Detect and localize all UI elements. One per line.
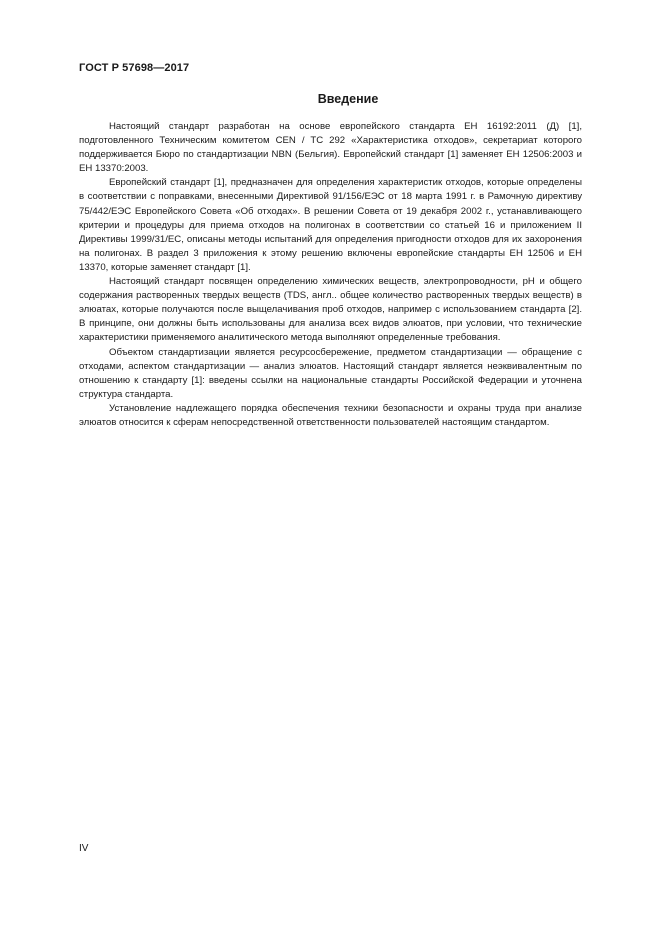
paragraph-5: Установление надлежащего порядка обеспечения техники безопасности и охраны труда при анализе элюатов относится к сферам непосредственной ответственности пользователей настоящим стандартом. [79,402,582,428]
paragraph-2: Европейский стандарт [1], предназначен для определения характеристик отходов, которые определены в соответствии с поправками, внесенными Директивой 91/156/ЕЭС от 18 марта 1991 г. в Рамочную директиву 75/442/ЕЭС Европейского Совета «Об отходах». В решении Совета от 19 декабря 2002 г., устанавливающего критерии и процедуры для приема отходов на полигонах в соответствии со статьей 16 и приложением II Директивы 1999/31/ЕС, описаны методы испытаний для определения пригодности отходов для их захоронения на полигонах. В раздел 3 приложения к этому решению включены европейские стандарты ЕН 12506 и ЕН 13370, которые заменяет стандарт [1]. [79,177,582,273]
page-number: IV [79,843,89,854]
document-header-code: ГОСТ Р 57698—2017 [79,62,190,74]
paragraph-3: Настоящий стандарт посвящен определению химических веществ, электропроводности, pH и общего содержания растворенных твердых веществ (TDS, англ.. общее количество растворенных твердых веществ) в элюатах, которые получаются после выщелачивания проб отходов, например с использованием стандарта [2]. В принципе, они должны быть использованы для анализа всех видов элюатов, при условии, что технические характеристики применяемого аналитического метода выполняют определенные требования. [79,276,582,344]
paragraph-4: Объектом стандартизации является ресурсосбережение, предметом стандартизации — обращение с отходами, аспектом стандартизации — анализ элюатов. Настоящий стандарт является неэквивалентным по отношению к стандарту [1]: введены ссылки на национальные стандарты Российской Федерации и уточнена структура стандарта. [79,346,582,400]
introduction-body [79,120,582,430]
paragraph-1: Настоящий стандарт разработан на основе европейского стандарта ЕН 16192:2011 (Д) [1], подготовленного Техническим комитетом CEN / TC 292 «Характеристика отходов», секретариат которого поддерживается Бюро по стандартизации NBN (Бельгия). Европейский стандарт [1] заменяет ЕН 12506:2003 и ЕН 13370:2003. [79,121,582,175]
section-title: Введение [317,92,379,106]
